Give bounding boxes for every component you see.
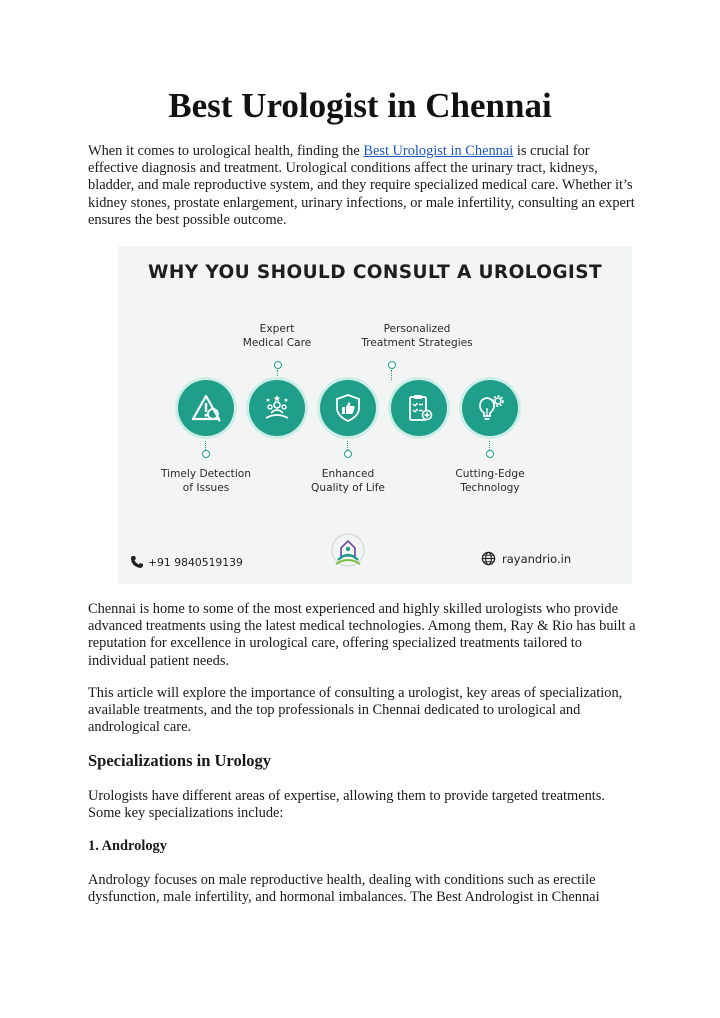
infographic-title: WHY YOU SHOULD CONSULT A UROLOGIST [148, 262, 602, 283]
circle-expert-care [249, 380, 305, 436]
andrology-paragraph: Andrology focuses on male reproductive health, dealing with conditions such as erectile dysfunction, male infertility, and hormonal imbalances. The Best Andrologist in Chennai [88, 872, 600, 906]
page-title: Best Urologist in Chennai [168, 86, 552, 125]
website-contact [481, 551, 571, 566]
connector-knob [388, 361, 396, 369]
specializations-paragraph: Urologists have different areas of expertise, allowing them to provide targeted treatments. Some key specializations include: [88, 788, 605, 822]
label-line: Enhanced [321, 468, 375, 480]
clipboard-checklist-icon [403, 392, 435, 424]
infographic [118, 246, 632, 584]
label-enhanced-quality [273, 467, 423, 495]
phone-number: +91 9840519139 [148, 555, 243, 569]
circle-timely-detection [178, 380, 234, 436]
label-line: of Issues [182, 482, 230, 494]
phone-icon [130, 555, 144, 569]
article-overview-paragraph: This article will explore the importance of consulting a urologist, key areas of specialization, available treatments, and the top professionals in Chennai dedicated to urological and andrological care. [88, 685, 623, 736]
circle-personalized-treatment [391, 380, 447, 436]
connector-stem [489, 441, 490, 450]
connector-knob [344, 450, 352, 458]
label-line: Timely Detection [161, 468, 251, 480]
warning-icon [190, 392, 222, 424]
phone-contact [130, 555, 243, 569]
chennai-paragraph: Chennai is home to some of the most experienced and highly skilled urologists who provide advanced treatments using the latest medical technologies. Among them, Ray & Rio has built a reputation for excellence in urological care, offering specialized treatments tailored to individual patient needs. [88, 601, 636, 669]
best-urologist-link[interactable]: Best Urologist in Chennai [363, 143, 514, 159]
thumbs-up-icon [332, 392, 364, 424]
section-heading: Specializations in Urology [88, 751, 272, 770]
circle-cutting-edge-tech [462, 380, 518, 436]
label-cutting-edge [415, 467, 565, 495]
label-line: Expert [259, 323, 295, 335]
team-stars-icon [261, 392, 293, 424]
label-timely-detection [131, 467, 281, 495]
connector-stem [347, 441, 348, 450]
website-url: rayandrio.in [502, 551, 572, 566]
intro-text-start: When it comes to urological health, finding the [88, 143, 364, 159]
label-expert-medical-care [202, 322, 352, 350]
globe-icon [481, 551, 496, 566]
intro-text-end: is crucial for effective diagnosis and treatment. Urological conditions affect the urinary tract, kidneys, bladder, and male reproductive system, and they require specialized medical care. Whether it’s kidney stones, prostate enlargement, urinary infections, or male infertility, consulting an expert ensures the best possible outcome. [88, 143, 635, 228]
connector-stem [277, 370, 278, 380]
label-line: Quality of Life [311, 482, 385, 494]
connector-knob [274, 361, 282, 369]
connector-knob [486, 450, 494, 458]
label-line: Treatment Strategies [361, 337, 473, 349]
subheading-andrology: 1. Andrology [88, 838, 167, 854]
label-personalized-treatment [342, 322, 492, 350]
lightbulb-gear-icon [474, 392, 506, 424]
ray-and-rio-logo [330, 530, 366, 572]
circle-quality-of-life [320, 380, 376, 436]
connector-stem [205, 441, 206, 450]
label-line: Medical Care [242, 337, 312, 349]
connector-stem [391, 370, 392, 380]
label-line: Personalized [383, 323, 451, 335]
label-line: Technology [460, 482, 520, 494]
intro-paragraph [88, 143, 636, 229]
label-line: Cutting-Edge [455, 468, 525, 480]
connector-knob [202, 450, 210, 458]
